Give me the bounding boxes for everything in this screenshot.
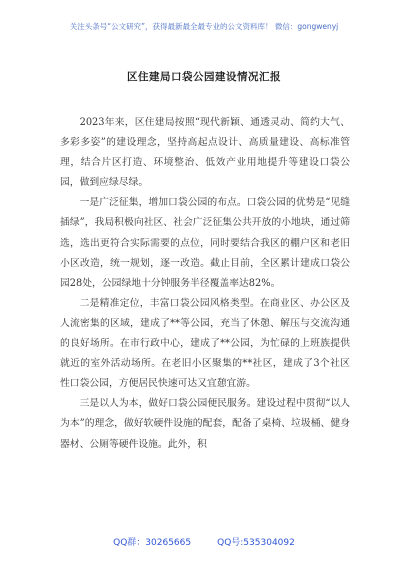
qq-group-text: QQ群：30265665 <box>113 538 192 548</box>
qq-number-text: QQ号:535304092 <box>217 538 295 548</box>
paragraph-1: 一是广泛征集，增加口袋公园的布点。口袋公园的优势是“见缝插绿”，我局积极向社区、社会广泛征集公共开放的小地块，通过筛选，选出更符合实际需要的点位，同时要结合我区的棚户区和老旧小区改造，统一规划，逐一改造。截止目前，全区累计建成口袋公园28处，公园绿地十分钟服务半径覆盖率达82%。 <box>60 197 350 289</box>
paragraph-3: 三是以人为本，做好口袋公园便民服务。建设过程中贯彻“以人为本”的理念，做好软硬件设施的配套，配备了桌椅、垃圾桶、健身器材、公厕等硬件设施。此外，积 <box>60 398 350 450</box>
paragraph-2: 二是精准定位，丰富口袋公园风格类型。在商业区、办公区及人流密集的区域，建成了**等公园，充当了休憩、解压与交流沟通的良好场所。在市行政中心，建成了**公园，为忙碌的上班族提供就近的室外活动场所。在老旧小区聚集的**社区，建成了3个社区性口袋公园，方便居民快速可达又宜憩宜游。 <box>60 297 350 390</box>
paragraph-intro: 2023年来，区住建局按照“现代新颖、通透灵动、简约大气、多彩多姿”的建设理念，坚持高起点设计、高质量建设、高标准管理，结合片区打造、环境整治、低效产业用地提升等建设口袋公园，做到应绿尽绿。 <box>60 117 350 189</box>
contact-footer <box>0 535 408 548</box>
promo-banner: 关注头条号“公文研究”，获得最新最全最专业的公文资料库！ 微信：gongwenyj <box>69 22 339 31</box>
document-title: 区住建局口袋公园建设情况汇报 <box>127 71 281 83</box>
document-body <box>60 113 350 455</box>
